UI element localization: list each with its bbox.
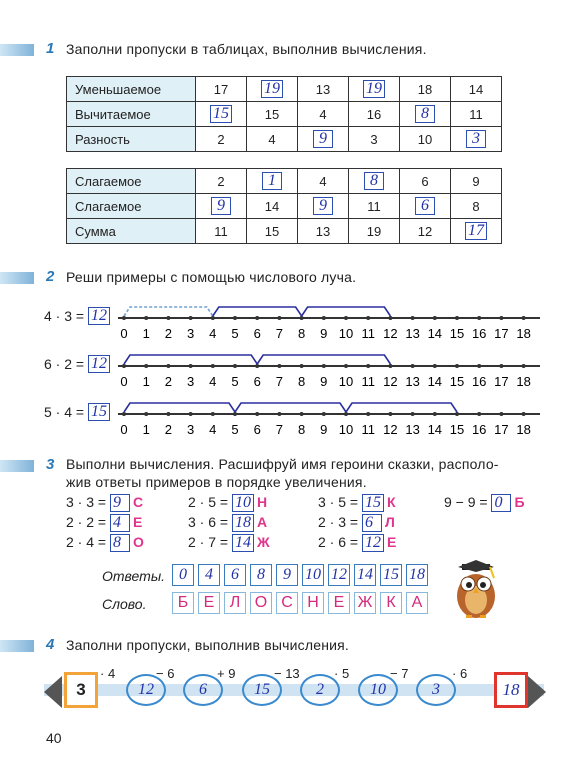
cipher-letter: К (386, 494, 396, 510)
tick-label: 8 (297, 326, 306, 341)
answer-box: 14 (232, 534, 254, 552)
answer-box: 9 (211, 197, 231, 215)
table-cell: 11 (196, 219, 247, 244)
table-cell: 13 (298, 77, 349, 102)
answer-cell: 6 (224, 564, 246, 586)
owl-icon (448, 558, 504, 620)
table-row (67, 102, 502, 127)
tick-mark (433, 364, 437, 368)
chain-value: 10 (358, 674, 398, 706)
tick-mark (144, 412, 148, 416)
answer-cell: 8 (250, 564, 272, 586)
jump-arc (302, 307, 391, 316)
tick-label: 18 (516, 374, 531, 389)
chain-operation: · 5 (334, 666, 350, 681)
jump-arc (124, 307, 213, 316)
table-cell (451, 219, 502, 244)
tick-label: 4 (209, 374, 217, 389)
task-number: 3 (46, 456, 55, 473)
tick-mark (300, 316, 304, 320)
tick-label: 18 (516, 422, 531, 437)
answer-box: 8 (415, 105, 435, 123)
number-line (118, 348, 543, 392)
answer-box: 12 (88, 355, 110, 373)
tick-label: 0 (120, 422, 128, 437)
row-label: Уменьшаемое (67, 77, 196, 102)
table-cell: 18 (400, 77, 451, 102)
table-cell: 9 (451, 169, 502, 194)
expression: 9 − 9 = (444, 494, 492, 510)
answer-cell: 9 (276, 564, 298, 586)
row-label: Вычитаемое (67, 102, 196, 127)
tick-label: 9 (320, 374, 328, 389)
table-cell: 17 (196, 77, 247, 102)
tick-mark (522, 412, 526, 416)
tick-mark (122, 316, 126, 320)
answer-box: 9 (313, 197, 333, 215)
tick-label: 17 (494, 374, 509, 389)
example-row (188, 494, 267, 512)
chain-value: 2 (300, 674, 340, 706)
table-cell: 2 (196, 169, 247, 194)
tick-mark (522, 364, 526, 368)
tick-label: 13 (405, 422, 420, 437)
example-row (318, 534, 396, 552)
tick-mark (388, 412, 392, 416)
expression: 2 · 5 = (188, 494, 232, 510)
word-letter-cell: Е (328, 592, 350, 614)
table-cell: 4 (298, 169, 349, 194)
cipher-letter: Б (514, 494, 525, 510)
answer-box: 6 (362, 514, 382, 532)
jump-arc (213, 307, 302, 316)
table-cell (298, 194, 349, 219)
tick-label: 6 (253, 422, 261, 437)
table-row (67, 169, 502, 194)
answer-box: 3 (466, 130, 486, 148)
answer-box: 0 (491, 494, 511, 512)
number-line (118, 300, 543, 344)
tick-mark (455, 412, 459, 416)
tick-mark (388, 316, 392, 320)
table-cell: 16 (349, 102, 400, 127)
tick-mark (433, 412, 437, 416)
chain-value: 6 (183, 674, 223, 706)
table-cell (196, 194, 247, 219)
tick-mark (166, 316, 170, 320)
expression: 2 · 2 = (66, 514, 110, 530)
answers-label: Ответы. (102, 568, 166, 584)
chain-end: 18 (494, 672, 528, 708)
tick-label: 2 (164, 374, 173, 389)
task-instruction: Выполни вычисления. Расшифруй имя героини сказки, располо- (66, 456, 499, 472)
tick-mark (522, 316, 526, 320)
tick-mark (455, 316, 459, 320)
tick-label: 9 (320, 326, 328, 341)
answer-cell: 10 (302, 564, 324, 586)
word-letter-cell: К (380, 592, 402, 614)
table-cell: 14 (247, 194, 298, 219)
task-instruction: Заполни пропуски, выполнив вычисления. (66, 637, 350, 653)
word-letter-cell: Е (198, 592, 220, 614)
tick-label: 11 (361, 422, 375, 437)
table-cell (196, 102, 247, 127)
tick-label: 10 (338, 422, 354, 437)
tick-label: 6 (253, 326, 261, 341)
expression: 2 · 3 = (318, 514, 362, 530)
row-label: Слагаемое (67, 194, 196, 219)
chain-operation: − 13 (274, 666, 300, 681)
word-letter-cell: О (250, 592, 272, 614)
table-cell (451, 127, 502, 152)
tick-label: 3 (186, 326, 195, 341)
row-label: Слагаемое (67, 169, 196, 194)
tick-mark (344, 364, 348, 368)
answer-box: 8 (110, 534, 130, 552)
chain-operation: − 7 (390, 666, 409, 681)
table-cell: 14 (451, 77, 502, 102)
tick-mark (144, 316, 148, 320)
cipher-letter: Е (132, 514, 143, 530)
tick-mark (211, 316, 215, 320)
tick-label: 4 (209, 326, 217, 341)
tick-mark (255, 412, 259, 416)
tick-label: 18 (516, 326, 531, 341)
chain-operation: · 6 (452, 666, 468, 681)
task-number: 1 (46, 40, 55, 57)
tick-mark (366, 364, 370, 368)
tick-label: 0 (120, 326, 128, 341)
jump-arc (257, 355, 390, 364)
tick-mark (189, 316, 193, 320)
tick-mark (455, 364, 459, 368)
chain-value: 3 (416, 674, 456, 706)
tick-mark (499, 412, 503, 416)
answer-box: 17 (465, 222, 487, 240)
chain-value: 15 (242, 674, 282, 706)
chain-operation: + 9 (217, 666, 236, 681)
tick-label: 10 (338, 374, 354, 389)
table-cell: 3 (349, 127, 400, 152)
tick-label: 11 (361, 374, 375, 389)
tick-label: 5 (231, 422, 239, 437)
tick-label: 8 (297, 374, 306, 389)
tick-label: 2 (164, 422, 173, 437)
table-cell (298, 127, 349, 152)
table-cell: 12 (400, 219, 451, 244)
chain-start: 3 (64, 672, 98, 708)
expression: 2 · 4 = (66, 534, 110, 550)
subtraction-table (66, 76, 502, 152)
tick-mark (322, 412, 326, 416)
answer-box: 19 (261, 80, 283, 98)
table-cell (247, 169, 298, 194)
expression: 3 · 3 = (66, 494, 110, 510)
jump-arc (124, 403, 235, 412)
table-cell (349, 169, 400, 194)
arrow-left-icon (44, 676, 62, 708)
tick-mark (411, 364, 415, 368)
arrow-right-icon (528, 676, 546, 708)
answer-box: 9 (313, 130, 333, 148)
tick-mark (166, 364, 170, 368)
tick-label: 14 (427, 374, 443, 389)
tick-mark (433, 316, 437, 320)
answer-cell: 18 (406, 564, 428, 586)
tick-label: 3 (186, 422, 195, 437)
tick-mark (300, 412, 304, 416)
tick-label: 6 (253, 374, 261, 389)
tick-mark (411, 412, 415, 416)
tick-mark (233, 412, 237, 416)
example-row (66, 494, 143, 512)
tick-label: 4 (209, 422, 217, 437)
tick-mark (277, 412, 281, 416)
answer-box: 8 (364, 172, 384, 190)
expression: 5 · 4 = (44, 404, 85, 420)
word-letter-cell: Ж (354, 592, 376, 614)
word-letter-cell: С (276, 592, 298, 614)
tick-label: 10 (338, 326, 354, 341)
tick-label: 8 (297, 422, 306, 437)
word-label: Слово. (102, 596, 147, 612)
answer-box: 15 (362, 494, 384, 512)
tick-label: 11 (361, 326, 375, 341)
table-cell (400, 194, 451, 219)
answer-box: 6 (415, 197, 435, 215)
answer-cell: 0 (172, 564, 194, 586)
table-cell: 11 (349, 194, 400, 219)
tick-label: 16 (471, 374, 487, 389)
answers-row (172, 564, 442, 586)
word-row (172, 592, 442, 614)
answer-box: 1 (262, 172, 282, 190)
tick-label: 7 (275, 422, 284, 437)
chain-band (44, 684, 544, 696)
table-cell: 13 (298, 219, 349, 244)
word-letter-cell: Л (224, 592, 246, 614)
page-number: 40 (46, 730, 62, 746)
tick-mark (388, 364, 392, 368)
table-cell: 11 (451, 102, 502, 127)
tick-mark (144, 364, 148, 368)
tick-label: 5 (231, 374, 239, 389)
row-label: Сумма (67, 219, 196, 244)
tick-mark (499, 364, 503, 368)
tick-mark (255, 364, 259, 368)
table-cell: 15 (247, 102, 298, 127)
table-cell (247, 77, 298, 102)
tick-label: 1 (142, 326, 150, 341)
jump-arc (235, 403, 346, 412)
tick-mark (233, 364, 237, 368)
row-label: Разность (67, 127, 196, 152)
chain-operation: · 4 (100, 666, 116, 681)
table-cell: 10 (400, 127, 451, 152)
cipher-letter: А (256, 514, 268, 530)
tick-label: 13 (405, 374, 420, 389)
answer-box: 12 (88, 307, 110, 325)
answer-box: 19 (363, 80, 385, 98)
addition-table (66, 168, 502, 244)
answer-cell: 14 (354, 564, 376, 586)
tick-label: 13 (405, 326, 420, 341)
tick-label: 0 (120, 374, 128, 389)
tick-mark (189, 364, 193, 368)
tick-label: 12 (383, 374, 398, 389)
tick-mark (189, 412, 193, 416)
task-number: 4 (46, 636, 55, 653)
answer-box: 18 (232, 514, 254, 532)
expression: 4 · 3 = (44, 308, 85, 324)
word-letter-cell: Н (302, 592, 324, 614)
tick-label: 15 (449, 422, 465, 437)
tick-mark (499, 316, 503, 320)
table-row (67, 127, 502, 152)
table-cell: 4 (298, 102, 349, 127)
tick-label: 15 (449, 326, 465, 341)
tick-mark (477, 316, 481, 320)
table-cell (349, 77, 400, 102)
cipher-letter: Л (384, 514, 395, 530)
table-cell: 6 (400, 169, 451, 194)
tick-label: 7 (275, 374, 284, 389)
table-row (67, 194, 502, 219)
answer-cell: 15 (380, 564, 402, 586)
answer-box: 12 (362, 534, 384, 552)
tick-mark (211, 412, 215, 416)
task-instruction: Реши примеры с помощью числового луча. (66, 269, 357, 285)
expression: 2 · 6 = (318, 534, 362, 550)
answer-box: 15 (88, 403, 110, 421)
calc-chain (0, 666, 568, 720)
tick-mark (322, 316, 326, 320)
tick-mark (344, 412, 348, 416)
table-cell (400, 102, 451, 127)
tick-mark (233, 316, 237, 320)
cipher-letter: С (132, 494, 144, 510)
tick-label: 14 (427, 326, 443, 341)
expression: 6 · 2 = (44, 356, 85, 372)
answer-box: 15 (210, 105, 232, 123)
cipher-letter: О (132, 534, 144, 550)
tick-label: 12 (383, 326, 398, 341)
tick-mark (166, 412, 170, 416)
jump-arc (346, 403, 457, 412)
table-cell: 4 (247, 127, 298, 152)
answer-cell: 4 (198, 564, 220, 586)
answer-box: 4 (110, 514, 130, 532)
expression: 3 · 5 = (318, 494, 362, 510)
chain-value: 12 (126, 674, 166, 706)
answer-box: 10 (232, 494, 254, 512)
tick-mark (300, 364, 304, 368)
example-row (444, 494, 525, 512)
table-cell: 19 (349, 219, 400, 244)
task-marker (0, 640, 34, 652)
tick-mark (411, 316, 415, 320)
tick-mark (122, 364, 126, 368)
example-row (188, 534, 270, 552)
table-row (67, 219, 502, 244)
tick-label: 17 (494, 326, 509, 341)
example-row (66, 514, 142, 532)
task-number: 2 (46, 268, 55, 285)
tick-label: 17 (494, 422, 509, 437)
tick-mark (255, 316, 259, 320)
tick-mark (477, 412, 481, 416)
task-marker (0, 44, 34, 56)
tick-label: 14 (427, 422, 443, 437)
task-marker (0, 272, 34, 284)
word-letter-cell: А (406, 592, 428, 614)
expression: 3 · 6 = (188, 514, 232, 530)
cipher-letter: Н (256, 494, 268, 510)
tick-label: 7 (275, 326, 284, 341)
tick-mark (366, 412, 370, 416)
tick-label: 16 (471, 422, 487, 437)
tick-label: 9 (320, 422, 328, 437)
tick-label: 2 (164, 326, 173, 341)
tick-label: 5 (231, 326, 239, 341)
example-row (318, 494, 396, 512)
tick-mark (122, 412, 126, 416)
task-instruction-cont: жив ответы примеров в порядке увеличения. (66, 474, 367, 490)
answer-box: 9 (110, 494, 130, 512)
expression: 2 · 7 = (188, 534, 232, 550)
tick-mark (366, 316, 370, 320)
tick-label: 16 (471, 326, 487, 341)
table-cell: 8 (451, 194, 502, 219)
example-row (318, 514, 395, 532)
tick-label: 12 (383, 422, 398, 437)
task-instruction: Заполни пропуски в таблицах, выполнив вычисления. (66, 41, 427, 57)
answer-cell: 12 (328, 564, 350, 586)
word-letter-cell: Б (172, 592, 194, 614)
jump-arc (124, 355, 257, 364)
tick-label: 1 (142, 374, 150, 389)
chain-operation: − 6 (156, 666, 175, 681)
tick-mark (344, 316, 348, 320)
tick-label: 1 (142, 422, 150, 437)
task-marker (0, 460, 34, 472)
table-cell: 15 (247, 219, 298, 244)
cipher-letter: Ж (256, 534, 270, 550)
tick-label: 15 (449, 374, 465, 389)
tick-mark (477, 364, 481, 368)
table-row (67, 77, 502, 102)
cipher-letter: Е (386, 534, 397, 550)
tick-mark (211, 364, 215, 368)
tick-mark (277, 364, 281, 368)
tick-mark (277, 316, 281, 320)
example-row (66, 534, 144, 552)
example-row (188, 514, 267, 532)
table-cell: 2 (196, 127, 247, 152)
tick-mark (322, 364, 326, 368)
number-line (118, 396, 543, 440)
tick-label: 3 (186, 374, 195, 389)
